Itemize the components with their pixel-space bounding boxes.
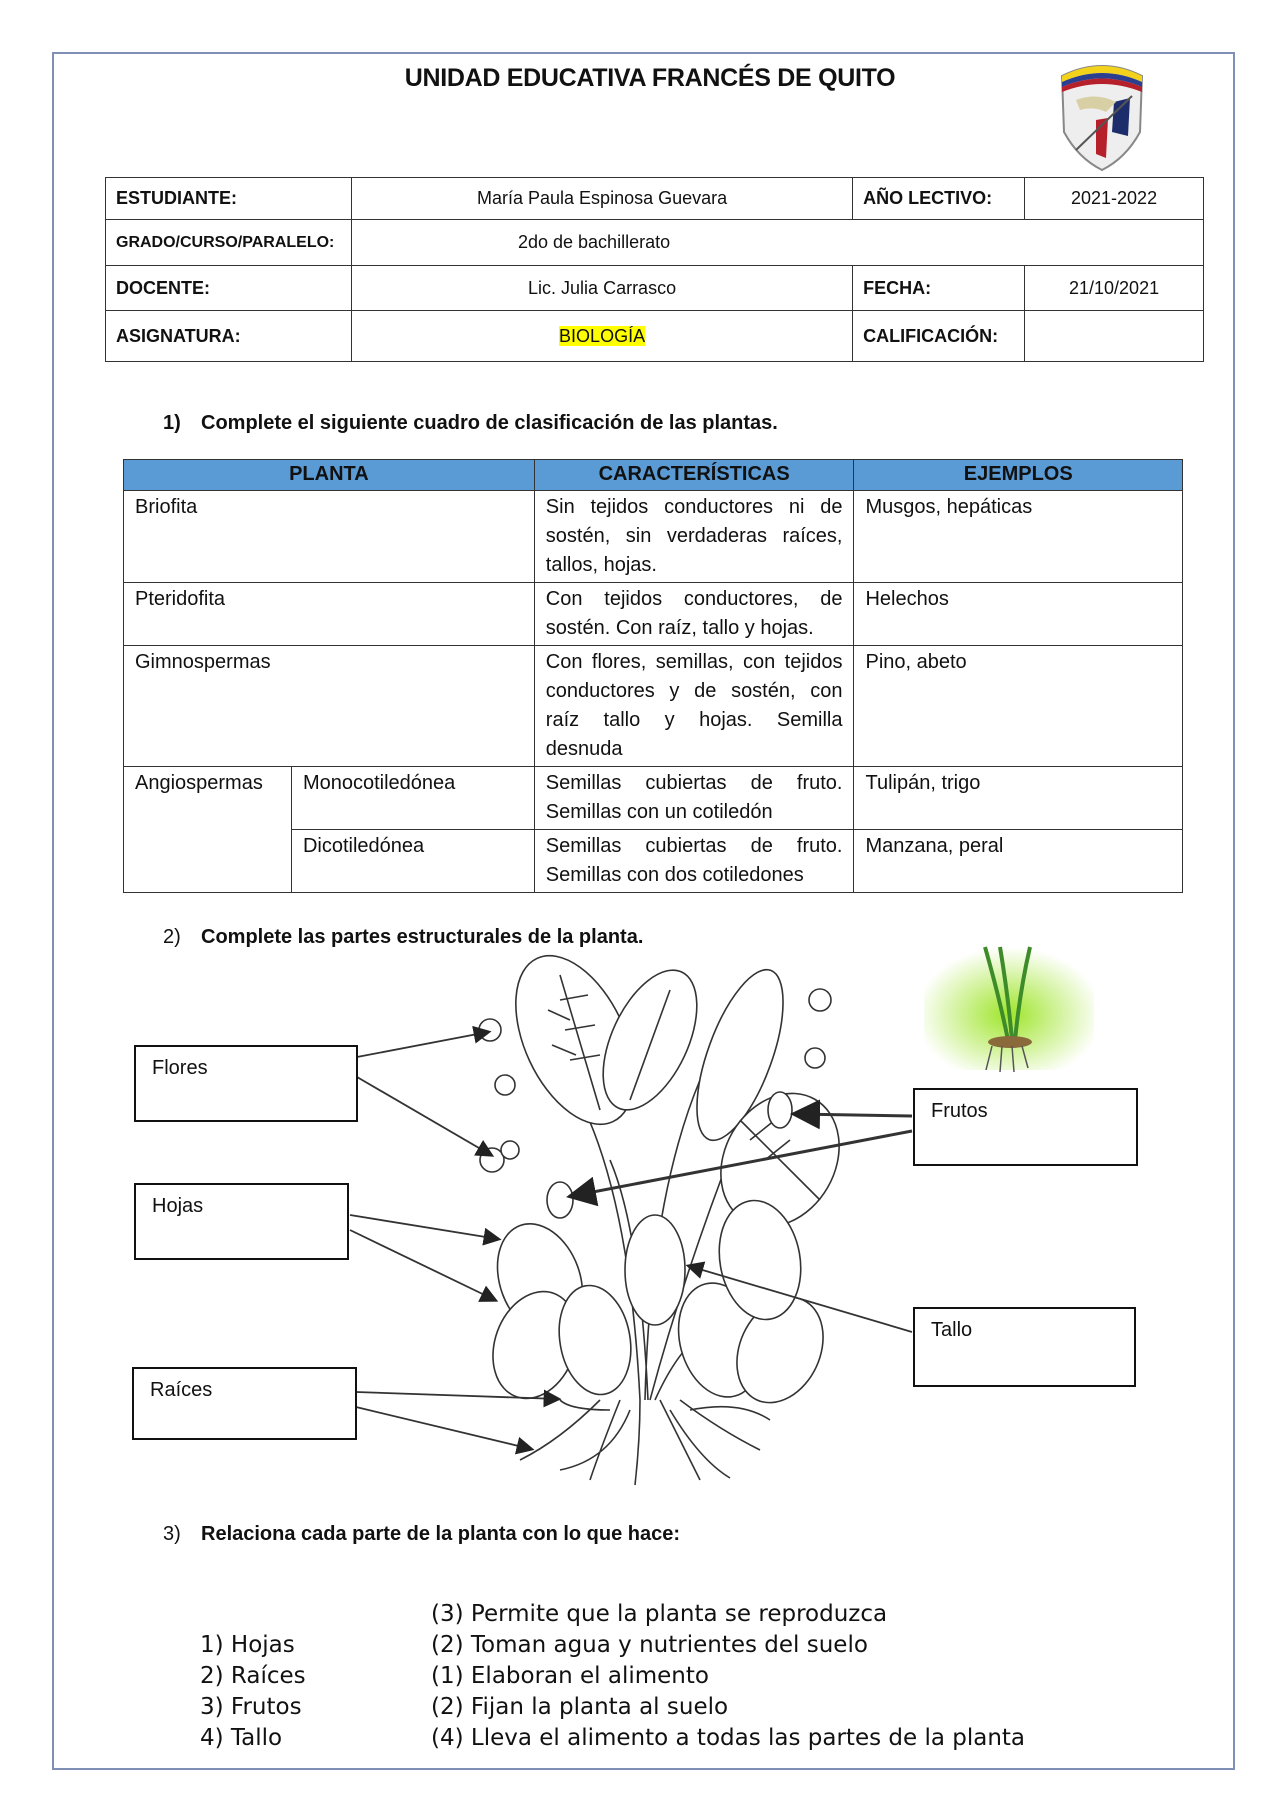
grade-value: 2do de bachillerato bbox=[351, 220, 1203, 266]
plant-traits: Sin tejidos conductores ni de sostén, sin verdaderas raíces, tallos, hojas. bbox=[534, 491, 854, 583]
score-label: CALIFICACIÓN: bbox=[853, 311, 1025, 362]
plant-examples: Helechos bbox=[854, 583, 1183, 646]
subject-label: ASIGNATURA: bbox=[106, 311, 352, 362]
plant-parts-list bbox=[200, 1630, 306, 1754]
plant-traits: Semillas cubiertas de fruto. Semillas con dos cotiledones bbox=[534, 830, 854, 893]
teacher-label: DOCENTE: bbox=[106, 266, 352, 311]
teacher-value: Lic. Julia Carrasco bbox=[351, 266, 852, 311]
label-text: Frutos bbox=[931, 1100, 988, 1122]
year-value: 2021-2022 bbox=[1025, 178, 1204, 220]
question-number: 3) bbox=[163, 1523, 181, 1545]
table-row bbox=[124, 491, 1183, 583]
plant-traits: Con tejidos conductores, de sostén. Con raíz, tallo y hojas. bbox=[534, 583, 854, 646]
list-item: 3) Frutos bbox=[200, 1694, 302, 1720]
plant-examples: Manzana, peral bbox=[854, 830, 1183, 893]
header-plant: PLANTA bbox=[124, 460, 535, 491]
label-box-tallo[interactable] bbox=[913, 1307, 1136, 1387]
question-text: Relaciona cada parte de la planta con lo que hace: bbox=[201, 1523, 681, 1545]
question-number: 1) bbox=[163, 412, 181, 434]
label-box-flores[interactable] bbox=[134, 1045, 358, 1122]
plant-name: Pteridofita bbox=[124, 583, 535, 646]
year-label: AÑO LECTIVO: bbox=[853, 178, 1025, 220]
label-text: Hojas bbox=[152, 1195, 204, 1217]
label-box-frutos[interactable] bbox=[913, 1088, 1138, 1166]
question-number: 2) bbox=[163, 926, 181, 948]
header-examples: EJEMPLOS bbox=[854, 460, 1183, 491]
table-row bbox=[124, 767, 1183, 830]
label-text: Tallo bbox=[931, 1319, 973, 1341]
plant-examples: Pino, abeto bbox=[854, 646, 1183, 767]
seedling-image bbox=[924, 947, 1094, 1072]
question-1 bbox=[163, 412, 778, 435]
plant-classification-table bbox=[123, 459, 1183, 893]
plant-subtype: Monocotiledónea bbox=[291, 767, 534, 830]
list-item: (2) Toman agua y nutrientes del suelo bbox=[431, 1632, 868, 1658]
date-label: FECHA: bbox=[853, 266, 1025, 311]
plant-examples: Musgos, hepáticas bbox=[854, 491, 1183, 583]
plant-traits: Con flores, semillas, con tejidos conductores y de sostén, con raíz tallo y hojas. Semilla desnuda bbox=[534, 646, 854, 767]
student-label: ESTUDIANTE: bbox=[106, 178, 352, 220]
label-box-hojas[interactable] bbox=[134, 1183, 349, 1260]
header-traits: CARACTERÍSTICAS bbox=[534, 460, 854, 491]
list-item: (2) Fijan la planta al suelo bbox=[431, 1694, 729, 1720]
plant-name: Briofita bbox=[124, 491, 535, 583]
plant-subtype: Dicotiledónea bbox=[291, 830, 534, 893]
list-item: 1) Hojas bbox=[200, 1632, 295, 1658]
question-text: Complete las partes estructurales de la planta. bbox=[201, 926, 644, 948]
label-text: Raíces bbox=[150, 1379, 213, 1401]
plant-functions-list bbox=[431, 1599, 1025, 1754]
school-name: UNIDAD EDUCATIVA FRANCÉS DE QUITO bbox=[404, 64, 896, 92]
plant-name: Angiospermas bbox=[124, 767, 292, 893]
list-item: 4) Tallo bbox=[200, 1725, 283, 1751]
plant-examples: Tulipán, trigo bbox=[854, 767, 1183, 830]
list-item: 2) Raíces bbox=[200, 1663, 306, 1689]
plant-name: Gimnospermas bbox=[124, 646, 535, 767]
strawberry-plant-drawing bbox=[479, 940, 863, 1485]
date-value: 21/10/2021 bbox=[1025, 266, 1204, 311]
question-3 bbox=[163, 1523, 680, 1546]
list-item: (1) Elaboran el alimento bbox=[431, 1663, 709, 1689]
list-item: (4) Lleva el alimento a todas las partes de la planta bbox=[431, 1725, 1026, 1751]
label-box-raices[interactable] bbox=[132, 1367, 357, 1440]
student-info-table bbox=[105, 177, 1204, 362]
label-text: Flores bbox=[152, 1057, 208, 1079]
question-text: Complete el siguiente cuadro de clasificación de las plantas. bbox=[201, 412, 778, 434]
table-row bbox=[124, 583, 1183, 646]
plant-traits: Semillas cubiertas de fruto. Semillas con un cotiledón bbox=[534, 767, 854, 830]
subject-value: BIOLOGÍA bbox=[559, 325, 646, 346]
list-item: (3) Permite que la planta se reproduzca bbox=[431, 1601, 888, 1627]
grade-label: GRADO/CURSO/PARALELO: bbox=[106, 220, 352, 266]
student-value: María Paula Espinosa Guevara bbox=[351, 178, 852, 220]
school-crest-logo bbox=[1056, 62, 1148, 172]
table-row bbox=[124, 646, 1183, 767]
score-value bbox=[1025, 311, 1204, 362]
